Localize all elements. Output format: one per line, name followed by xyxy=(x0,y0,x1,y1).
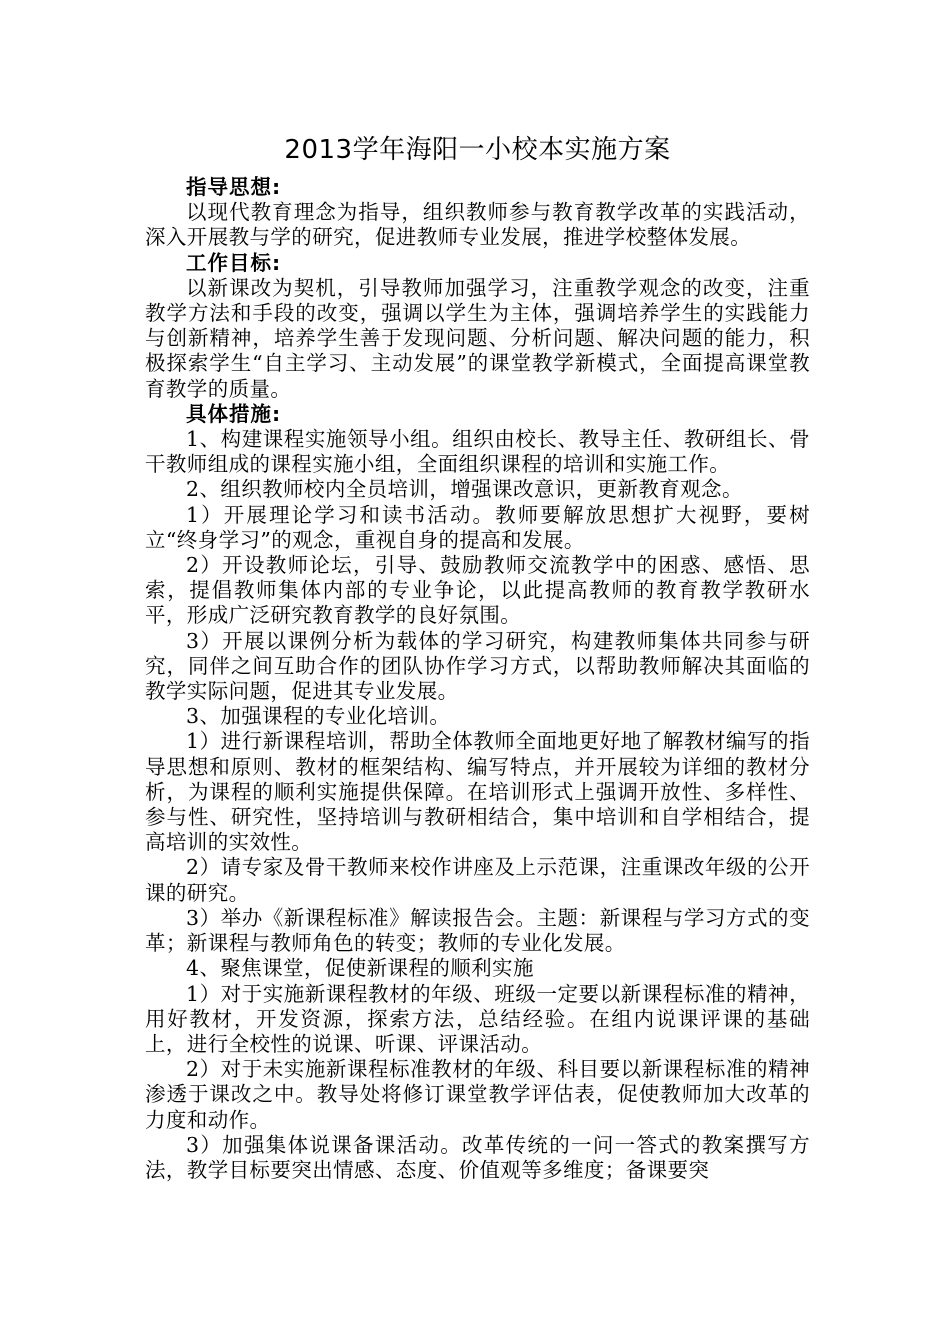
paragraph: 3）开展以课例分析为载体的学习研究，构建教师集体共同参与研究，同伴之间互助合作的团队协作学习方式，以帮助教师解决其面临的教学实际问题，促进其专业发展。 xyxy=(145,628,810,704)
document-body xyxy=(145,175,810,1183)
paragraph: 2、组织教师校内全员培训，增强课改意识，更新教育观念。 xyxy=(186,477,743,502)
paragraph: 1）对于实施新课程教材的年级、班级一定要以新课程标准的精神，用好教材，开发资源，探索方法，总结经验。在组内说课评课的基础上，进行全校性的说课、听课、评课活动。 xyxy=(145,981,810,1056)
heading-specific-measures: 具体措施: xyxy=(186,401,282,426)
paragraph: 2）请专家及骨干教师来校作讲座及上示范课，注重课改年级的公开课的研究。 xyxy=(145,855,810,905)
paragraph: 1）开展理论学习和读书活动。教师要解放思想扩大视野，要树立“终身学习”的观念，重视自身的提高和发展。 xyxy=(145,502,810,552)
paragraph: 3）举办《新课程标准》解读报告会。主题：新课程与学习方式的变革；新课程与教师角色的转变；教师的专业化发展。 xyxy=(145,905,810,956)
paragraph: 3）加强集体说课备课活动。改革传统的一问一答式的教案撰写方法，教学目标要突出情感、态度、价值观等多维度；备课要突 xyxy=(145,1132,810,1182)
heading-guiding-thought: 指导思想: xyxy=(186,175,282,199)
paragraph: 2）开设教师论坛，引导、鼓励教师交流教学中的困惑、感悟、思索，提倡教师集体内部的专业争论，以此提高教师的教育教学教研水平，形成广泛研究教育教学的良好氛围。 xyxy=(145,553,810,628)
document-page xyxy=(145,0,810,1344)
paragraph: 以现代教育理念为指导，组织教师参与教育教学改革的实践活动，深入开展教与学的研究，促进教师专业发展，推进学校整体发展。 xyxy=(145,200,810,250)
paragraph: 以新课改为契机，引导教师加强学习，注重教学观念的改变，注重教学方法和手段的改变，强调以学生为主体，强调培养学生的实践能力与创新精神，培养学生善于发现问题、分析问题、解决问题的能力，积极探索学生“自主学习、主动发展”的课堂教学新模式，全面提高课堂教育教学的质量。 xyxy=(145,275,810,401)
document-title: 2013学年海阳一小校本实施方案 xyxy=(284,135,671,165)
paragraph: 1、构建课程实施领导小组。组织由校长、教导主任、教研组长、骨干教师组成的课程实施小组，全面组织课程的培训和实施工作。 xyxy=(145,427,810,477)
paragraph: 1）进行新课程培训，帮助全体教师全面地更好地了解教材编写的指导思想和原则、教材的框架结构、编写特点，并开展较为详细的教材分析，为课程的顺利实施提供保障。在培训形式上强调开放性、多样性、参与性、研究性，坚持培训与教研相结合，集中培训和自学相结合，提高培训的实效性。 xyxy=(145,729,810,855)
paragraph: 4、聚焦课堂，促使新课程的顺利实施 xyxy=(186,956,534,981)
heading-work-goals: 工作目标: xyxy=(186,250,282,275)
paragraph: 2）对于未实施新课程标准教材的年级、科目要以新课程标准的精神渗透于课改之中。教导处将修订课堂教学评估表，促使教师加大改革的力度和动作。 xyxy=(145,1057,810,1132)
paragraph: 3、加强课程的专业化培训。 xyxy=(186,704,451,729)
